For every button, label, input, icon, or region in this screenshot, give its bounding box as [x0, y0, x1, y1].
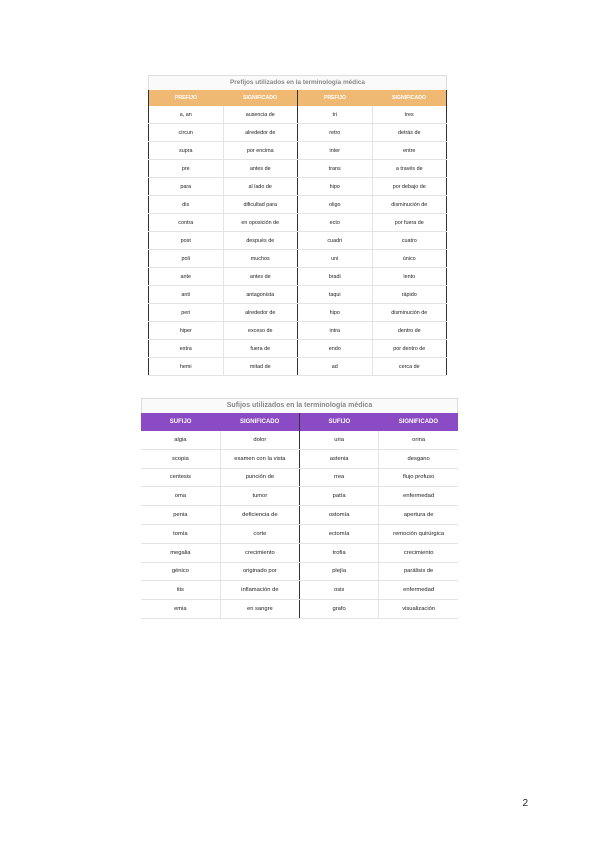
prefijos-table-container [148, 75, 447, 376]
sufijos-table-container [141, 398, 458, 619]
table-cell: orina [379, 431, 458, 449]
table-cell: tomía [141, 524, 220, 543]
table-cell: único [372, 250, 447, 268]
sufijos-header-row [141, 413, 458, 431]
table-cell: deficiencia de [220, 506, 299, 525]
table-cell: después de [223, 232, 298, 250]
table-cell: contra [149, 214, 224, 232]
table-cell: disminución de [372, 304, 447, 322]
table-cell: grafo [300, 600, 379, 619]
table-cell: hemi [149, 358, 224, 376]
column-header: SIGNIFICADO [372, 90, 447, 106]
table-cell: cuadri [298, 232, 373, 250]
table-cell: ostomía [300, 506, 379, 525]
table-cell: en oposición de [223, 214, 298, 232]
table-cell: anti [149, 286, 224, 304]
table-cell: examen con la vista [220, 449, 299, 468]
table-cell: rápido [372, 286, 447, 304]
table-cell: taqui [298, 286, 373, 304]
table-cell: hiper [149, 322, 224, 340]
table-cell: extra [149, 340, 224, 358]
table-cell: trans [298, 160, 373, 178]
table-cell: para [149, 178, 224, 196]
table-cell: entre [372, 142, 447, 160]
table-cell: hipo [298, 304, 373, 322]
table-cell: crecimiento [220, 543, 299, 562]
table-cell: al lado de [223, 178, 298, 196]
table-row [149, 322, 447, 340]
table-cell: patía [300, 487, 379, 506]
table-cell: mitad de [223, 358, 298, 376]
table-row [141, 581, 458, 600]
table-cell: intra [298, 322, 373, 340]
table-row [149, 124, 447, 142]
table-row [149, 160, 447, 178]
table-cell: ad [298, 358, 373, 376]
table-cell: por debajo de [372, 178, 447, 196]
table-cell: uria [300, 431, 379, 449]
table-cell: oligo [298, 196, 373, 214]
table-cell: apertura de [379, 506, 458, 525]
table-row [149, 142, 447, 160]
table-cell: centesis [141, 468, 220, 487]
sufijos-table-body [141, 431, 458, 618]
table-cell: inflamación de [220, 581, 299, 600]
table-cell: circun [149, 124, 224, 142]
table-cell: hipo [298, 178, 373, 196]
table-cell: plejía [300, 562, 379, 581]
table-cell: desgano [379, 449, 458, 468]
table-cell: remoción quirúrgica [379, 524, 458, 543]
table-cell: oma [141, 487, 220, 506]
table-cell: peri [149, 304, 224, 322]
table-cell: rrea [300, 468, 379, 487]
table-cell: emia [141, 600, 220, 619]
table-cell: ecto [298, 214, 373, 232]
column-header: SIGNIFICADO [220, 413, 299, 431]
table-row [149, 340, 447, 358]
table-row [141, 431, 458, 449]
table-cell: ectomía [300, 524, 379, 543]
table-row [141, 562, 458, 581]
table-row [149, 304, 447, 322]
column-header: SUFIJO [141, 413, 220, 431]
table-cell: ausencia de [223, 106, 298, 124]
table-cell: tri [298, 106, 373, 124]
table-row [149, 250, 447, 268]
sufijos-table-title: Sufijos utilizados en la terminología médica [141, 398, 458, 413]
table-cell: crecimiento [379, 543, 458, 562]
column-header: SUFIJO [300, 413, 379, 431]
table-cell: dolor [220, 431, 299, 449]
table-row [149, 178, 447, 196]
table-cell: cerca de [372, 358, 447, 376]
table-row [149, 106, 447, 124]
table-cell: fuera de [223, 340, 298, 358]
table-cell: tres [372, 106, 447, 124]
table-cell: uni [298, 250, 373, 268]
column-header: SIGNIFICADO [223, 90, 298, 106]
page-number: 2 [522, 798, 528, 809]
table-cell: dificultad para [223, 196, 298, 214]
table-row [149, 268, 447, 286]
table-cell: por fuera de [372, 214, 447, 232]
table-cell: itis [141, 581, 220, 600]
table-cell: en sangre [220, 600, 299, 619]
table-cell: tumor [220, 487, 299, 506]
prefijos-table-title: Prefijos utilizados en la terminología médica [148, 75, 447, 90]
table-cell: dis [149, 196, 224, 214]
table-cell: corte [220, 524, 299, 543]
table-row [141, 487, 458, 506]
prefijos-table-body [149, 106, 447, 376]
table-cell: muchos [223, 250, 298, 268]
table-cell: alrededor de [223, 124, 298, 142]
table-cell: endo [298, 340, 373, 358]
table-cell: enfermedad [379, 487, 458, 506]
table-cell: algia [141, 431, 220, 449]
table-row [141, 449, 458, 468]
table-cell: megalia [141, 543, 220, 562]
table-cell: bradi [298, 268, 373, 286]
table-cell: originado por [220, 562, 299, 581]
table-cell: por dentro de [372, 340, 447, 358]
table-row [141, 524, 458, 543]
table-cell: detrás de [372, 124, 447, 142]
table-cell: parálisis de [379, 562, 458, 581]
table-cell: a través de [372, 160, 447, 178]
table-row [141, 600, 458, 619]
table-row [149, 358, 447, 376]
table-cell: visualización [379, 600, 458, 619]
table-cell: antes de [223, 160, 298, 178]
column-header: PREFIJO [149, 90, 224, 106]
table-cell: punción de [220, 468, 299, 487]
table-cell: disminución de [372, 196, 447, 214]
table-row [149, 232, 447, 250]
prefijos-header-row [149, 90, 447, 106]
table-row [149, 214, 447, 232]
table-cell: supra [149, 142, 224, 160]
table-cell: lento [372, 268, 447, 286]
table-row [141, 506, 458, 525]
column-header: SIGNIFICADO [379, 413, 458, 431]
table-row [149, 286, 447, 304]
sufijos-table [141, 413, 458, 619]
table-cell: poli [149, 250, 224, 268]
table-row [141, 468, 458, 487]
table-cell: antagonista [223, 286, 298, 304]
table-cell: retro [298, 124, 373, 142]
table-cell: inter [298, 142, 373, 160]
table-row [141, 543, 458, 562]
column-header: PREFIJO [298, 90, 373, 106]
table-cell: dentro de [372, 322, 447, 340]
table-cell: antes de [223, 268, 298, 286]
table-cell: alrededor de [223, 304, 298, 322]
table-cell: a, an [149, 106, 224, 124]
table-cell: exceso de [223, 322, 298, 340]
table-cell: penia [141, 506, 220, 525]
table-cell: por encima [223, 142, 298, 160]
table-cell: pre [149, 160, 224, 178]
table-cell: post [149, 232, 224, 250]
table-cell: astenia [300, 449, 379, 468]
table-cell: scopia [141, 449, 220, 468]
table-cell: flujo profuso [379, 468, 458, 487]
table-cell: enfermedad [379, 581, 458, 600]
table-cell: ante [149, 268, 224, 286]
prefijos-table [148, 90, 447, 376]
table-cell: osis [300, 581, 379, 600]
table-cell: cuatro [372, 232, 447, 250]
table-row [149, 196, 447, 214]
table-cell: génico [141, 562, 220, 581]
table-cell: trofia [300, 543, 379, 562]
